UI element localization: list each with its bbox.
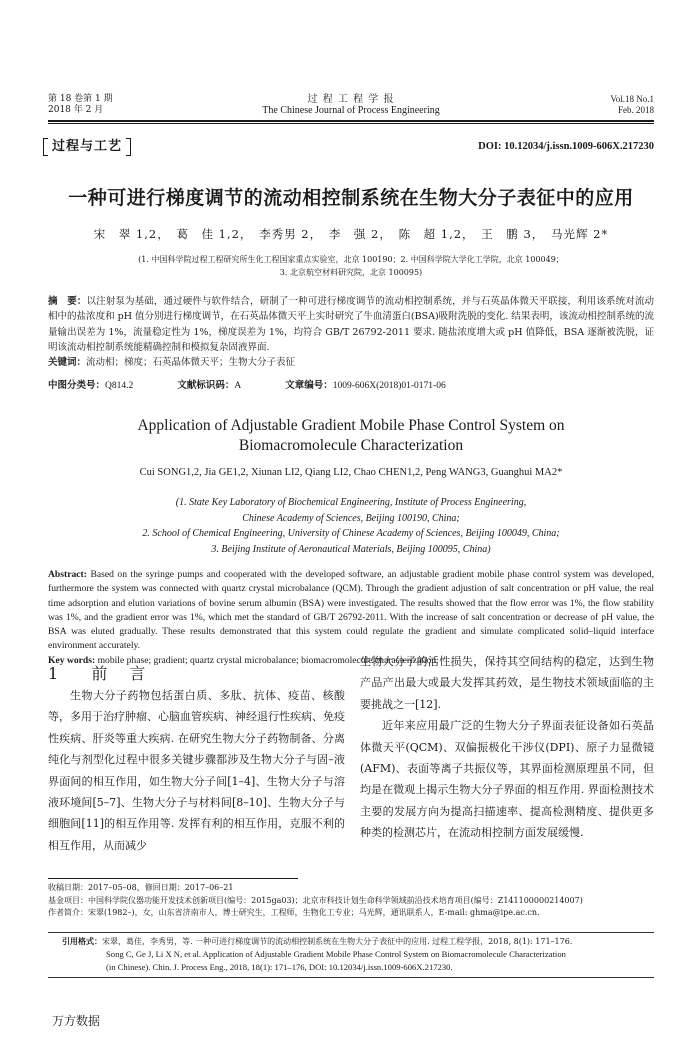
article-number-label: 文章编号： bbox=[285, 380, 333, 391]
article-number-value: 1009-606X(2018)01-0171-06 bbox=[332, 381, 446, 391]
keywords-cn-text: 流动相；梯度；石英晶体微天平；生物大分子表征 bbox=[86, 357, 296, 369]
footnote-author: 作者简介：宋翠(1982–)，女，山东省济南市人，博士研究生，工程师，生物化工专业；马光辉，通讯联系人，E-mail: ghma@ipe.ac.cn. bbox=[48, 908, 540, 917]
citation bbox=[62, 936, 652, 973]
affiliation-cn-line: (1. 中国科学院过程工程研究所生化工程国家重点实验室，北京 100190；2. 中国科学院大学化工学院，北京 100049； bbox=[138, 255, 564, 264]
header-date-line: 2018 年 2 月 bbox=[48, 105, 104, 115]
header-issue bbox=[610, 94, 654, 116]
citation-label: 引用格式： bbox=[62, 937, 102, 946]
abstract-cn-text: 以注射泵为基础，通过硬件与软件结合，研制了一种可进行梯度调节的流动相控制系统，并与石英晶体微天平联接，利用该系统对流动相中的盐浓度和 pH 值分别进行梯度调节，在石英晶体微天平上实时研究了牛血清蛋白(BSA)吸附洗脱的变化. 结果表明，该流动相控制系统的流量输出误差为 1%，流量稳定性为 1%，梯度误差为 1%，均符合 GB/T 26792-2011 要求. 随盐浓度增大或 pH 值降低，BSA 逐渐被洗脱，证明该流动相控制系统能精确控制和模拟复杂固液界面. bbox=[48, 296, 654, 353]
footnote-funding: 基金项目：中国科学院仪器功能开发技术创新项目(编号：2015ga03)；北京市科技计划生命科学领域前沿技术培育项目(编号：Z141100000214007) bbox=[48, 895, 583, 905]
body-left-column bbox=[48, 685, 345, 856]
keywords-en-text: mobile phase; gradient; quartz crystal microbalance; biomacromolecule characterization bbox=[97, 654, 437, 666]
header-issue-line2: Feb. 2018 bbox=[618, 105, 654, 115]
body-paragraph: 近年来应用最广泛的生物大分子界面表征设备如石英晶体微天平(QCM)、双偏振极化干涉仪(DPI)、原子力显微镜(AFM)、表面等离子共振仪等，其界面检测原理虽不同，但均是在微观上揭示生物大分子界面的相互作用. 界面检测技术主要的发展方向为提高扫描速率、提高检测精度、提供更多种类的检测芯片，在流动相控制方面发展缓慢. bbox=[360, 719, 654, 840]
abstract-cn-label: 摘 要： bbox=[48, 296, 87, 307]
clc-value: Q814.2 bbox=[105, 381, 134, 391]
affiliations-cn bbox=[48, 254, 654, 279]
affiliation-en-line: 3. Beijing Institute of Aeronautical Materials, Beijing 100095, China) bbox=[211, 543, 491, 555]
header-journal bbox=[48, 94, 654, 116]
doc-code-value: A bbox=[234, 381, 242, 391]
footnotes bbox=[48, 882, 654, 920]
body-right-column bbox=[360, 651, 654, 844]
authors-cn: 宋 翠 1,2， 葛 佳 1,2， 李秀男 2， 李 强 2， 陈 超 1,2， 王 鹏 3， 马光辉 2* bbox=[93, 227, 609, 241]
keywords-en-label: Key words: bbox=[48, 654, 96, 666]
title-en-line: Application of Adjustable Gradient Mobile Phase Control System on bbox=[137, 417, 565, 434]
clc-label: 中图分类号： bbox=[48, 380, 106, 391]
affiliations-en bbox=[48, 495, 654, 557]
citation-line2: Song C, Ge J, Li X N, et al. Application of Adjustable Gradient Mobile Phase Control System on Biomacromolecule Characterization bbox=[106, 949, 566, 960]
footnote-received: 收稿日期：2017–05–08，修回日期：2017–06–21 bbox=[48, 883, 234, 892]
watermark: 万方数据 bbox=[52, 1014, 101, 1028]
abstract-en-label: Abstract: bbox=[48, 569, 87, 580]
citation-line3: (in Chinese). Chin. J. Process Eng., 2018, 18(1): 171–176, DOI: 10.12034/j.issn.1009-606X.217230. bbox=[106, 961, 453, 972]
authors-en: Cui SONG1,2, Jia GE1,2, Xiunan LI2, Qiang LI2, Chao CHEN1,2, Peng WANG3, Guanghui MA2* bbox=[139, 467, 563, 478]
section-heading bbox=[48, 661, 148, 684]
citation-line1: 宋翠，葛佳，李秀男，等. 一种可进行梯度调节的流动相控制系统在生物大分子表征中的应用. 过程工程学报，2018, 8(1): 171–176. bbox=[102, 937, 573, 946]
body-paragraph: 生物大分子药物包括蛋白质、多肽、抗体、疫苗、核酸等，多用于治疗肿瘤、心脑血管疾病、神经退行性疾病、免疫性疾病、肝炎等重大疾病. 在研究生物大分子药物制备、分离纯化与剂型化过程中很多关键步骤都涉及生物大分子与固–液界面间的相互作用，如生物大分子间[1–4]、生物大分子与溶液环境间[5–7]、生物大分子与材料间[8–10]、生物大分子与细胞间[11]的相互作用等. 发挥有利的相互作用，克服不利的相互作用，从而减少 bbox=[48, 689, 345, 852]
title-en bbox=[48, 416, 654, 456]
affiliation-en-line: 2. School of Chemical Engineering, University of Chinese Academy of Sciences, Beijing 100049, China; bbox=[142, 528, 560, 539]
title-cn: 一种可进行梯度调节的流动相控制系统在生物大分子表征中的应用 bbox=[68, 187, 634, 209]
header-volume-line1: 第 18 卷第 1 期 bbox=[48, 94, 113, 104]
abstract-cn bbox=[48, 294, 654, 370]
affiliation-en-line: (1. State Key Laboratory of Biochemical Engineering, Institute of Process Engineering, bbox=[175, 497, 527, 508]
affiliation-en-line: Chinese Academy of Sciences, Beijing 100190, China; bbox=[242, 512, 460, 524]
header-rule bbox=[48, 120, 654, 122]
abstract-en-text: Based on the syringe pumps and cooperated with the developed software, an adjustable gradient mobile phase control system was developed, furthermore the system was connected with quartz crystal microbalance (QCM). Through the gradient adjustion of salt concentration or pH value, the real time adsorption and elution variations of bovine serum albumin (BSA) were investigated. The results showed that the flow error was 1%, the flow stability was 1%, and the gradient error was 1%, which met the standard of GB/T 26792-2011. With the increase of salt concentration or decrease of pH value, the BSA was eluted gradually. These results demonstrated that this system could regulate the gradient and simulate complicated solid–liquid interface environment accurately. bbox=[48, 569, 654, 652]
header-journal-en: The Chinese Journal of Process Engineering bbox=[262, 105, 440, 116]
doi-link[interactable]: DOI: 10.12034/j.issn.1009-606X.217230 bbox=[478, 141, 654, 152]
body-paragraph: 生物大分子的活性损失，保持其空间结构的稳定，达到生物产品产出最大或最大发挥其药效，是生物技术领域面临的主要挑战之一[12]. bbox=[360, 655, 654, 711]
header-issue-line1: Vol.18 No.1 bbox=[610, 94, 654, 104]
header-journal-cn: 过 程 工 程 学 报 bbox=[307, 94, 395, 105]
title-en-line: Biomacromolecule Characterization bbox=[238, 437, 464, 454]
doc-code-label: 文献标识码： bbox=[177, 380, 235, 391]
affiliation-cn-line: 3. 北京航空材料研究院，北京 100095) bbox=[279, 267, 423, 277]
classification-cn bbox=[48, 377, 446, 391]
footnote-rule bbox=[48, 878, 298, 879]
keywords-cn-label: 关键词： bbox=[48, 357, 87, 369]
section-number: 1 bbox=[48, 664, 62, 683]
section-badge: 过程与工艺 bbox=[48, 137, 126, 157]
section-title: 前 言 bbox=[91, 664, 149, 683]
header-rule-thin bbox=[48, 123, 654, 124]
